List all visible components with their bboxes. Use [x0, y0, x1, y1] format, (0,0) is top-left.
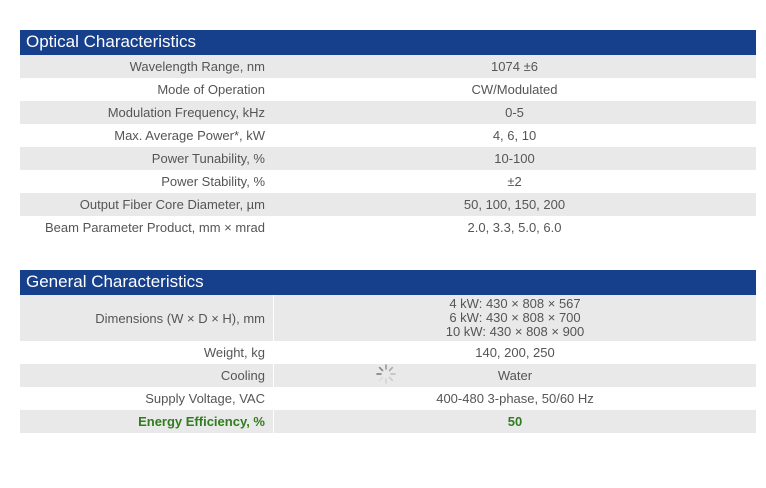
spec-value: Water — [497, 367, 533, 383]
spec-row-fiber-core — [20, 193, 756, 216]
spec-row-dimensions — [20, 295, 756, 341]
spec-value: 1074 ±6 — [491, 58, 538, 74]
spec-value: 50 — [507, 413, 523, 429]
spec-label: Mode of Operation — [157, 82, 265, 97]
spec-value: 4, 6, 10 — [492, 127, 537, 143]
spec-row-power-tunability — [20, 147, 756, 170]
spec-value: CW/Modulated — [471, 81, 558, 97]
spec-label: Modulation Frequency, kHz — [107, 105, 265, 120]
spec-label: Max. Average Power*, kW — [114, 128, 265, 143]
spec-value: ±2 — [507, 173, 522, 189]
spec-value: 10-100 — [494, 150, 535, 166]
loading-spinner-icon — [375, 363, 397, 385]
spec-value-dimensions — [274, 295, 756, 341]
spec-value: 400-480 3-phase, 50/60 Hz — [436, 390, 594, 406]
dimension-line: 4 kW: 430 × 808 × 567 — [449, 296, 581, 311]
spec-row-weight — [20, 341, 756, 364]
spec-row-energy-efficiency — [20, 410, 756, 433]
optical-characteristics-table — [20, 30, 756, 239]
general-characteristics-table — [20, 270, 756, 433]
optical-characteristics-title: Optical Characteristics — [20, 30, 756, 55]
spec-row-mode — [20, 78, 756, 101]
spec-label: Beam Parameter Product, mm × mrad — [45, 220, 265, 235]
spec-value: 2.0, 3.3, 5.0, 6.0 — [467, 219, 562, 235]
spec-row-power-stability — [20, 170, 756, 193]
spec-row-bpp — [20, 216, 756, 239]
spec-row-wavelength — [20, 55, 756, 78]
general-characteristics-title: General Characteristics — [20, 270, 756, 295]
spec-value: 140, 200, 250 — [475, 344, 555, 360]
spec-value: 0-5 — [505, 104, 524, 120]
spec-row-supply-voltage — [20, 387, 756, 410]
dimension-line: 10 kW: 430 × 808 × 900 — [445, 324, 585, 339]
spec-label: Supply Voltage, VAC — [20, 387, 274, 410]
spec-label: Output Fiber Core Diameter, µm — [79, 197, 265, 212]
spec-row-modulation-frequency — [20, 101, 756, 124]
spec-label: Weight, kg — [20, 341, 274, 364]
spec-label: Dimensions (W × D × H), mm — [20, 295, 274, 341]
spec-label: Wavelength Range, nm — [129, 59, 265, 74]
spec-label: Cooling — [20, 364, 274, 387]
spec-label: Power Stability, % — [161, 174, 265, 189]
spec-label: Power Tunability, % — [151, 151, 265, 166]
dimension-line: 6 kW: 430 × 808 × 700 — [449, 310, 581, 325]
spec-label: Energy Efficiency, % — [20, 410, 274, 433]
spec-row-max-power — [20, 124, 756, 147]
spec-value: 50, 100, 150, 200 — [463, 196, 566, 212]
